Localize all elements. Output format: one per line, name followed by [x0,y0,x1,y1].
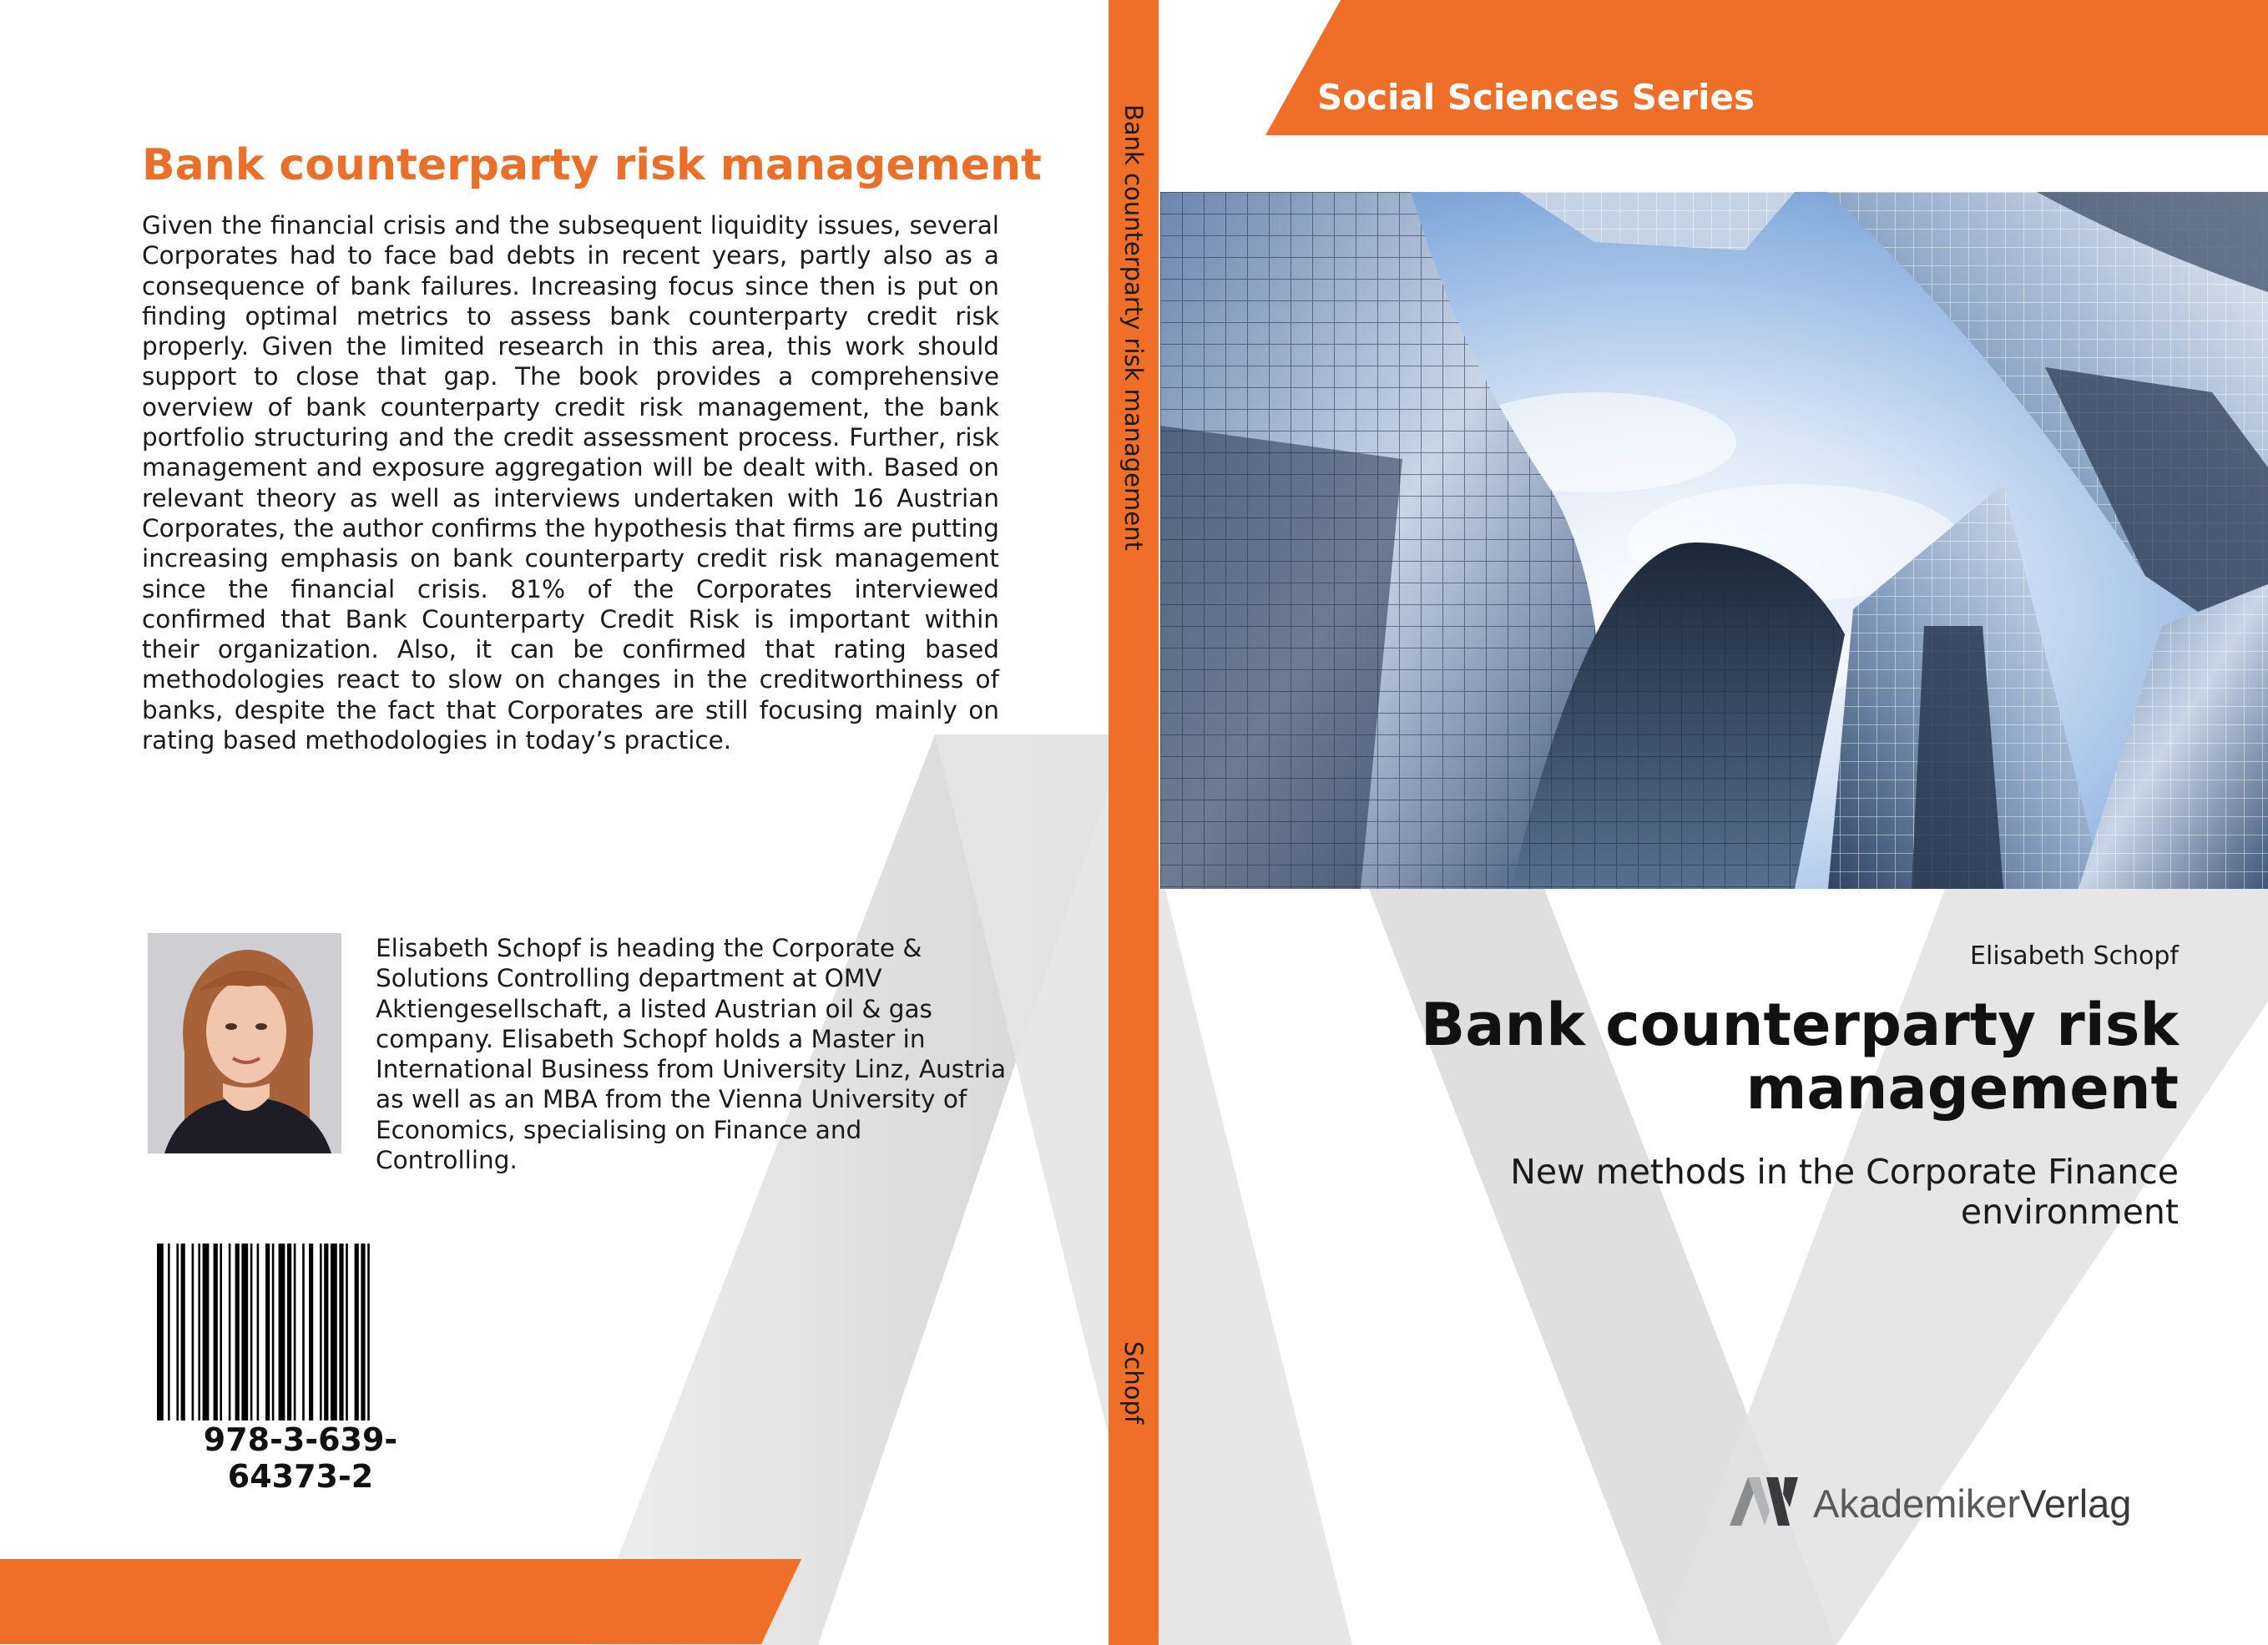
front-subtitle-line2: environment [1960,1192,2179,1232]
barcode-bar [192,1244,194,1420]
barcode-bar [302,1244,305,1420]
barcode-bar [339,1244,343,1420]
barcode-bar [198,1244,200,1420]
author-bio: Elisabeth Schopf is heading the Corporate & Solutions Controlling department at OMV Aktiengesellschaft, a listed Austrian oil & gas company. Elisabeth Schopf holds a Master in International Business from University Linz, Austria as well as an MBA from the Vienna University of Economics, specialising on Finance and Controlling. [376,934,1007,1175]
barcode-bar [241,1244,248,1420]
front-subtitle-line1: New methods in the Corporate Finance [1510,1152,2179,1192]
barcode-bar [361,1244,365,1420]
barcode-bar [235,1244,240,1420]
barcode-bar [279,1244,285,1420]
front-title-line2: management [1745,1054,2179,1123]
spine-author: Schopf [1119,1341,1148,1425]
back-cover-blurb: Given the financial crisis and the subsequent liquidity issues, several Corporates had to face bad debts in recent years, partly also as a consequence of bank failures. Increasing focus since then is put on finding optimal metrics to assess bank counterparty credit risk properly. Given the limited research in this area, this work should support to close that gap. The book provides a comprehensive overview of bank counterparty credit risk management, the bank portfolio structuring and the credit assessment process. Further, risk management and exposure aggregation will be dealt with. Based on relevant theory as well as interviews undertaken with 16 Austrian Corporates, the author confirms the hypothesis that firms are putting increasing emphasis on bank counterparty credit risk management since the financial crisis. 81% of the Corporates interviewed confirmed that Bank Counterparty Credit Risk is important within their organization. Also, it can be confirmed that rating based methodologies react to slow on changes in the creditworthiness of banks, despite the fact that Corporates are still focusing mainly on rating based methodologies in today’s practice. [142,211,999,755]
barcode-bar [309,1244,313,1420]
publisher-suffix: Verlag [2020,1481,2132,1526]
barcode-icon [154,1244,447,1420]
barcode-bar [168,1244,170,1420]
barcode-bar [324,1244,328,1420]
series-label: Social Sciences Series [1317,77,1755,118]
barcode-bar [287,1244,291,1420]
barcode-bar [355,1244,359,1420]
spine-title: Bank counterparty risk management [1119,104,1148,551]
av-logo-icon [1730,1477,1798,1526]
publisher-prefix: Akademiker [1813,1481,2021,1526]
barcode-bar [257,1244,260,1420]
barcode-bar [320,1244,322,1420]
skyscrapers-photo [1160,192,2268,889]
barcode-bar [157,1244,164,1420]
barcode-bar [346,1244,348,1420]
publisher-name [1813,1481,2131,1526]
barcode-bar [203,1244,210,1420]
back-cover-title: Bank counterparty risk management [142,140,1042,190]
author-photo [148,933,341,1153]
barcode-bar [331,1244,337,1420]
barcode-bar [220,1244,222,1420]
barcode-bar [214,1244,218,1420]
barcode-bar [250,1244,253,1420]
front-title-line1: Bank counterparty risk [1420,991,2179,1059]
barcode-bar [229,1244,231,1420]
barcode-bar [272,1244,275,1420]
front-cover-subtitle [1344,1152,2179,1232]
barcode-bar [265,1244,270,1420]
barcode-bar [181,1244,185,1420]
isbn-number: 978-3-639-64373-2 [203,1421,398,1495]
barcode-bar [367,1244,370,1420]
barcode-bar [294,1244,296,1420]
author-portrait-icon [148,933,341,1153]
front-cover-title [1344,991,2179,1123]
back-cover-accent-bar [0,1559,801,1644]
barcode-bar [176,1244,179,1420]
front-cover-author: Elisabeth Schopf [1970,941,2179,971]
